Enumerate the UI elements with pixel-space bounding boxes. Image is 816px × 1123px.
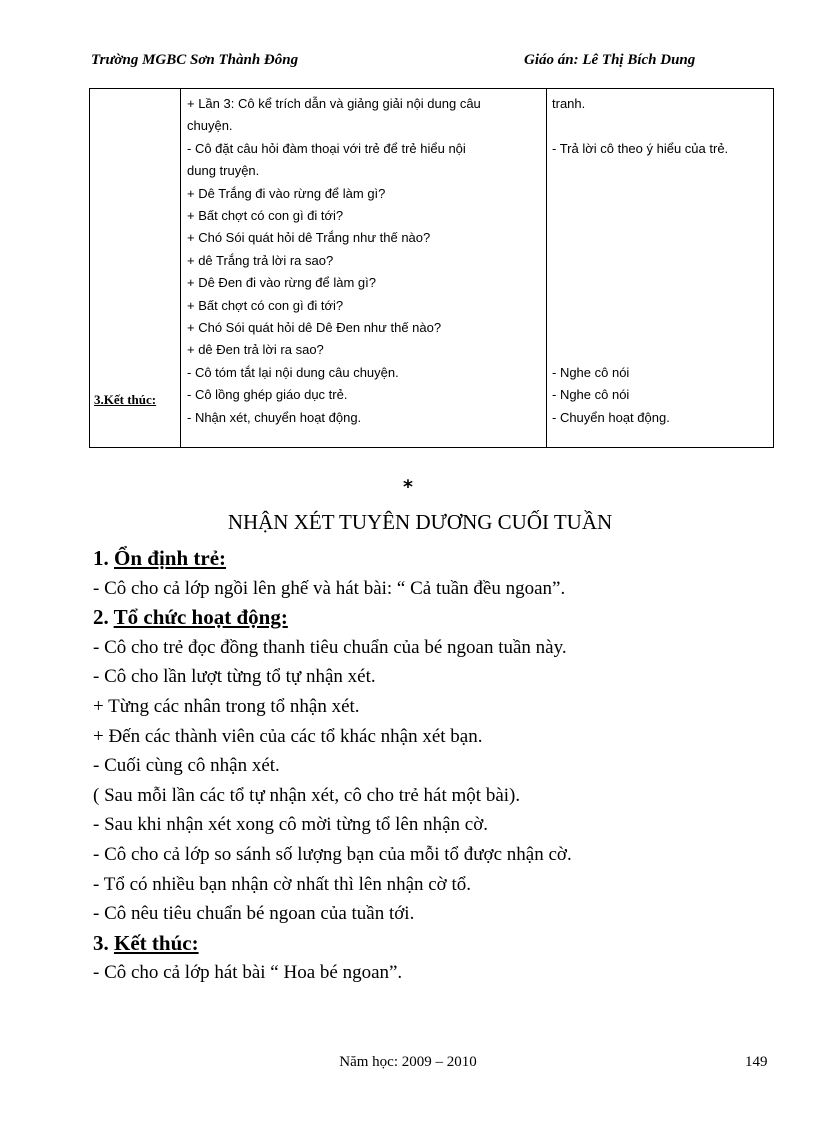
section-heading-3: 3. Kết thúc: bbox=[93, 930, 199, 955]
footer-school-year: Năm học: 2009 – 2010 bbox=[339, 1054, 477, 1070]
activity-line: + dê Trắng trả lời ra sao? bbox=[187, 252, 334, 268]
activity-line: + Lần 3: Cô kể trích dẫn và giảng giải nội dung câu bbox=[187, 96, 481, 111]
section-label: 3.Kết thúc: bbox=[94, 392, 157, 407]
body-line: - Cô cho lần lượt từng tổ tự nhận xét. bbox=[93, 666, 376, 688]
activity-line: + Bất chợt có con gì đi tới? bbox=[187, 297, 344, 313]
activity-line: + Dê Đen đi vào rừng để làm gì? bbox=[187, 275, 377, 291]
section-3-lines bbox=[93, 958, 793, 988]
body-line: - Cô cho cả lớp ngồi lên ghế và hát bài: “ Cả tuần đều ngoan”. bbox=[93, 577, 566, 599]
page-title: NHẬN XÉT TUYÊN DƯƠNG CUỐI TUẦN bbox=[227, 510, 613, 534]
body-line: + Đến các thành viên của các tổ khác nhận xét bạn. bbox=[93, 725, 483, 747]
page-number: 149 bbox=[745, 1054, 768, 1070]
section-heading-2: 2. Tổ chức hoạt động: bbox=[93, 605, 288, 630]
body-line: - Cuối cùng cô nhận xét. bbox=[93, 755, 280, 777]
activity-line: - Cô tóm tắt lại nội dung câu chuyện. bbox=[187, 364, 399, 380]
child-activity-line: tranh. bbox=[552, 96, 586, 111]
activity-line: + dê Đen trả lời ra sao? bbox=[187, 342, 324, 358]
activity-line: chuyện. bbox=[187, 118, 233, 134]
activity-line: - Cô đặt câu hỏi đàm thoại với trẻ để trẻ hiểu nội bbox=[187, 140, 466, 156]
child-activity-line bbox=[552, 183, 770, 205]
child-activity-line bbox=[552, 317, 770, 339]
section-2-lines bbox=[93, 633, 793, 929]
header-school: Trường MGBC Sơn Thành Đông bbox=[91, 52, 299, 68]
body-line: ( Sau mỗi lần các tổ tự nhận xét, cô cho trẻ hát một bài). bbox=[93, 784, 521, 806]
body-line: - Cô cho trẻ đọc đồng thanh tiêu chuẩn của bé ngoan tuần này. bbox=[93, 636, 567, 658]
activity-line: + Chó Sói quát hỏi dê Dê Đen như thế nào? bbox=[187, 320, 442, 336]
body-line: + Từng các nhân trong tổ nhận xét. bbox=[93, 695, 360, 717]
lesson-table bbox=[89, 88, 774, 448]
activity-line: dung truyện. bbox=[187, 163, 260, 179]
child-activity-line: - Chuyển hoạt động. bbox=[552, 409, 670, 425]
child-activity-line bbox=[552, 250, 770, 272]
document-body bbox=[93, 544, 793, 988]
activity-line: - Nhận xét, chuyển hoạt động. bbox=[187, 409, 362, 425]
table-child-activity-cell bbox=[552, 93, 770, 429]
child-activity-line bbox=[552, 115, 770, 137]
child-activity-line bbox=[552, 295, 770, 317]
separator-star: * bbox=[403, 476, 413, 498]
header-author: Giáo án: Lê Thị Bích Dung bbox=[524, 52, 696, 68]
activity-line: + Bất chợt có con gì đi tới? bbox=[187, 208, 344, 224]
table-activity-cell bbox=[187, 93, 539, 429]
section-heading-1: 1. Ổn định trẻ: bbox=[93, 546, 227, 570]
child-activity-line: - Trả lời cô theo ý hiểu của trẻ. bbox=[552, 140, 729, 156]
activity-line: + Chó Sói quát hỏi dê Trắng như thế nào? bbox=[187, 230, 431, 246]
body-line: - Tổ có nhiều bạn nhận cờ nhất thì lên nhận cờ tổ. bbox=[93, 873, 472, 895]
child-activity-line bbox=[552, 160, 770, 182]
child-activity-line bbox=[552, 272, 770, 294]
table-divider bbox=[546, 89, 547, 447]
body-line: - Cô cho cả lớp so sánh số lượng bạn của mỗi tổ được nhận cờ. bbox=[93, 843, 572, 865]
child-activity-line: - Nghe cô nói bbox=[552, 364, 630, 380]
child-activity-line bbox=[552, 205, 770, 227]
table-section-cell bbox=[94, 389, 176, 410]
table-divider bbox=[180, 89, 181, 447]
child-activity-line: - Nghe cô nói bbox=[552, 387, 630, 403]
activity-line: + Dê Trắng đi vào rừng để làm gì? bbox=[187, 185, 386, 201]
child-activity-line bbox=[552, 227, 770, 249]
body-line: - Cô cho cả lớp hát bài “ Hoa bé ngoan”. bbox=[93, 962, 403, 984]
activity-line: - Cô lồng ghép giáo dục trẻ. bbox=[187, 387, 348, 403]
body-line: - Cô nêu tiêu chuẩn bé ngoan của tuần tới. bbox=[93, 903, 415, 925]
section-1-lines bbox=[93, 574, 793, 604]
body-line: - Sau khi nhận xét xong cô mời từng tổ lên nhận cờ. bbox=[93, 814, 489, 836]
child-activity-line bbox=[552, 339, 770, 361]
